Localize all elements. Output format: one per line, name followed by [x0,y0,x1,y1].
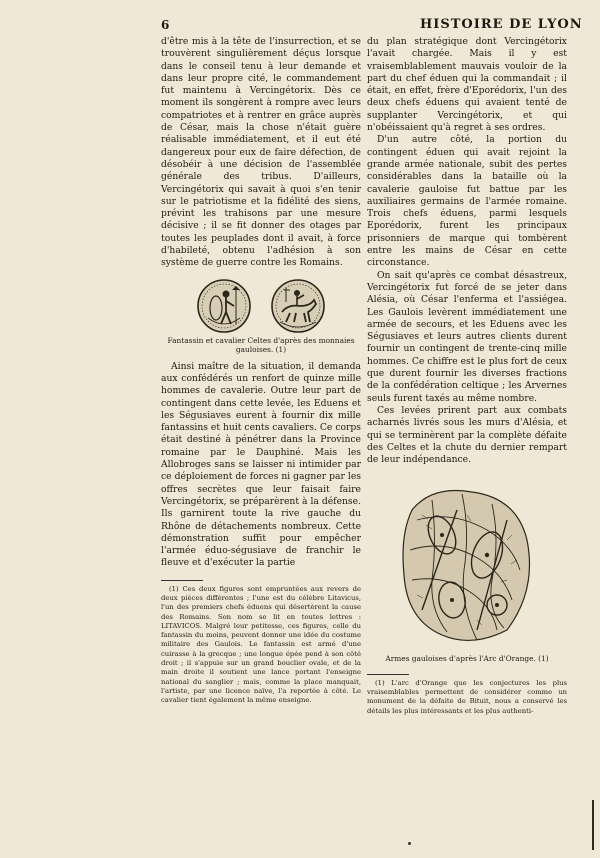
footnote-rule [367,674,409,675]
body-paragraph: Ainsi maître de la situation, il demanda aux confédérés un renfort de quinze mille hommes de cavalerie. Outre leur part de contingent dans cette levée, les Eduens et les Ségusiaves eurent à fournir dix mille fantassins et huit cents cavaliers. Ce corps était destiné à pénétrer dans la Province romaine par le Dauphiné. Mais les Allobroges sans se laisser ni intimider par ce déploiement de forces ni gagner par les offres secrètes que leur faisait faire Vercingétorix, se préparèrent à la défense. Ils garnirent toute la rive gauche du Rhône de détachements nombreux. Cette démonstration suffit pour empêcher l'armée éduo-ségusiave de franchir le fleuve et d'exécuter la partie [161,360,361,569]
figure-caption: Armes gauloises d'après l'Arc d'Orange. (1) [385,654,549,664]
body-paragraph: du plan stratégique dont Vercingétorix l'avait chargée. Mais il y est vraisemblablement mauvais vouloir de la part du chef éduen qui la commandait ; il était, en effet, frère d'Eporédorix, l'un des deux chefs éduens qui avaient tenté de supplanter Vercingétorix, et qui n'obéissaient qu'à regret à ses ordres. [367,36,567,134]
coins-figure [161,278,361,355]
right-column [367,36,567,716]
page-number: 6 [161,18,170,32]
page-edge-mark [592,800,594,850]
coin-cavalier-icon [270,278,326,334]
coin-fantassin-icon [196,278,252,334]
running-title: HISTOIRE DE LYON [420,17,583,32]
footnote: (1) Ces deux figures sont empruntées aux revers de deux pièces différentes ; l'une est du célèbre Litavicus, l'un des premiers chefs éduens qui désertèrent la cause des Romains. Son nom se lit en toutes lettres : LITAVICOS. Malgré leur petitesse, ces figures, celle du fantassin du moins, peuvent donner une idée du costume militaire des Gaulois. Le fantassin est armé d'une cuirasse à la grecque ; une longue épée pend à son côté droit ; il s'appuie sur un grand bouclier ovale, et de la main droite il soutient une lance portant l'enseigne national du sanglier ; mais, comme la place manquait, l'artiste, par une licence naïve, l'a reportée à côté. Le cavalier tient également la même enseigne. [161,584,361,705]
footnote-rule [161,580,203,581]
body-paragraph: Ces levées prirent part aux combats acharnés livrés sous les murs d'Alésia, et qui se terminèrent par la complète défaite des Celtes et la chute du dernier rempart de leur indépendance. [367,404,567,466]
body-paragraph: D'un autre côté, la portion du contingent éduen qui avait rejoint la grande armée nationale, subit des pertes considérables dans la bataille où la cavalerie gauloise fut battue par les auxiliaires germains de l'armée romaine. Trois chefs éduens, parmi lesquels Eporédorix, furent les principaux prisonniers de marque qui tombèrent entre les mains de César en cette circonstance. [367,134,567,269]
left-column [161,36,361,706]
figure-caption: Fantassin et cavalier Celtes d'après des monnaies gauloises. (1) [167,335,355,355]
armes-figure [367,480,567,650]
footnote: (1) L'arc d'Orange que les conjectures les plus vraisemblables permettent de considérer comme un monument de la défaite de Bituit, nous a conservé les détails les plus intéressants et les plus authenti- [367,678,567,715]
gaulish-arms-engraving-icon [392,480,542,650]
body-paragraph: On sait qu'après ce combat désastreux, Vercingétorix fut forcé de se jeter dans Alésia, où César l'enferma et l'assiégea. Les Gaulois levèrent immédiatement une armée de secours, et les Eduens avec les Ségusiaves et leurs autres clients durent fournir un contingent de trente-cinq mille hommes. Ce chiffre est le plus fort de ceux que durent fournir les diverses fractions de la confédération celtique ; les Arvernes seuls furent taxés au même nombre. [367,269,567,404]
body-paragraph: d'être mis à la tête de l'insurrection, et se trouvèrent singulièrement déçus lorsque dans le conseil tenu à leur demande et dans leur propre cité, le commandement fut maintenu à Vercingétorix. Dès ce moment ils songèrent à rompre avec leurs compatriotes et à rentrer en grâce auprès de César, mais la chose n'était guère réalisable immédiatement, et il eut été dangereux pour eux de faire défection, de désobéir à une décision de l'assemblée générale des tribus. D'ailleurs, Vercingétorix qui savait à quoi s'en tenir sur le patriotisme et la fidélité des siens, prévint les trahisons par une mesure décisive ; il se fit donner des otages par toutes les peuplades dont il avait, à force d'habileté, obtenu l'adhésion à son système de guerre contre les Romains. [161,36,361,269]
print-speck [408,842,411,845]
